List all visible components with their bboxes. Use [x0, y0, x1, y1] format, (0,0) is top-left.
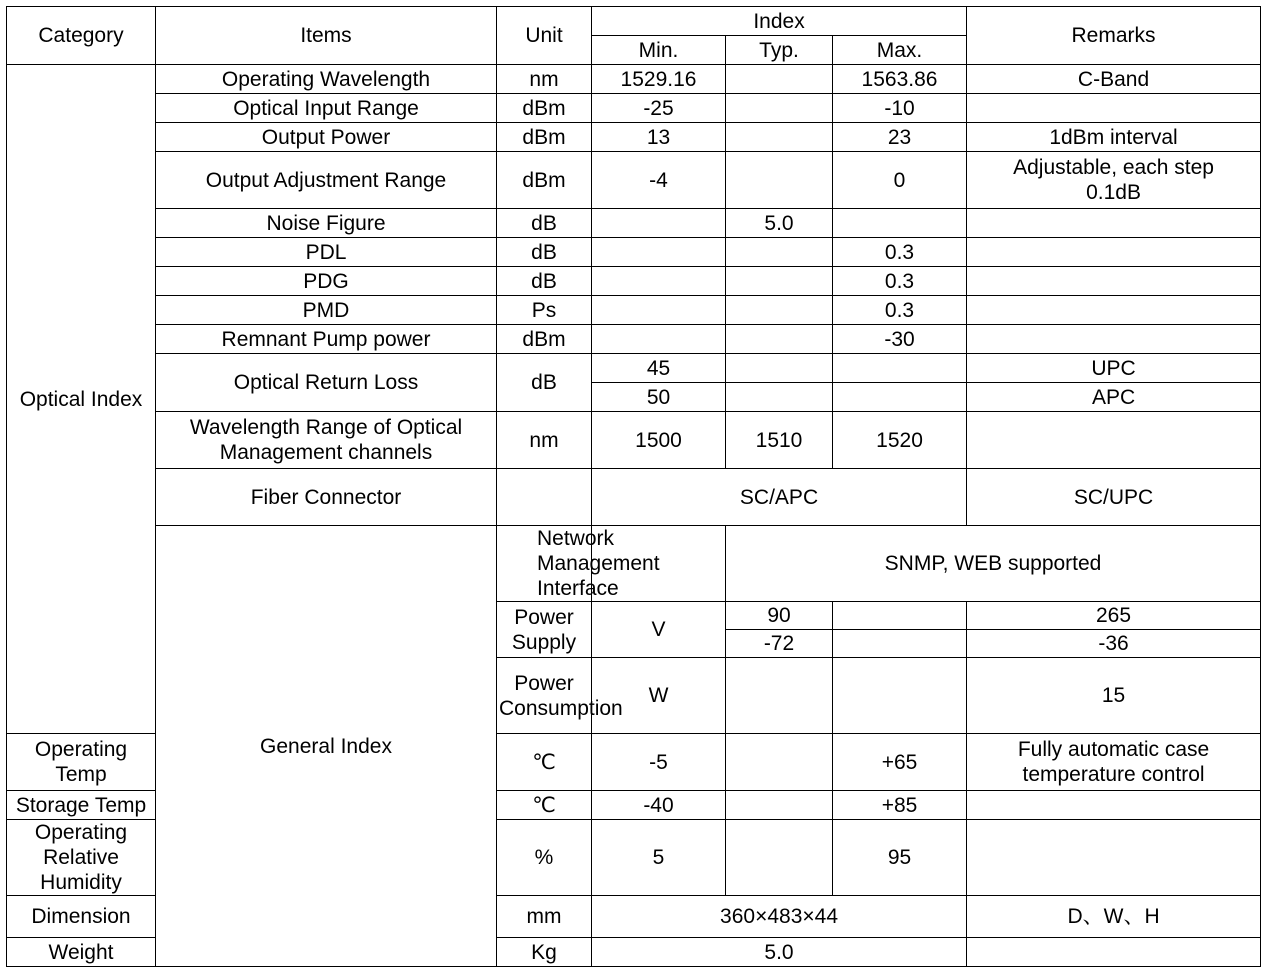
max-cell: -30: [833, 325, 967, 354]
category-general: General Index: [156, 526, 497, 967]
header-index: Index: [592, 7, 967, 36]
unit-cell: dB: [497, 267, 592, 296]
unit-cell: W: [592, 658, 726, 734]
item-cell: Noise Figure: [156, 209, 497, 238]
item-cell: Remnant Pump power: [156, 325, 497, 354]
item-cell: Output Power: [156, 123, 497, 152]
remarks-cell: SC/UPC: [967, 469, 1261, 526]
header-category: Category: [7, 7, 156, 65]
typ-cell: [726, 325, 833, 354]
min-cell: -40: [592, 791, 726, 820]
item-cell: PDL: [156, 238, 497, 267]
typ-cell: [726, 267, 833, 296]
header-row: [7, 7, 1261, 36]
remarks-cell: D、W、H: [967, 896, 1261, 938]
max-cell: 265: [967, 602, 1261, 630]
max-cell: 95: [833, 820, 967, 896]
item-cell: PMD: [156, 296, 497, 325]
unit-cell: dB: [497, 354, 592, 412]
header-typ: Typ.: [726, 36, 833, 65]
header-remarks: Remarks: [967, 7, 1261, 65]
min-cell: -5: [592, 734, 726, 791]
header-max: Max.: [833, 36, 967, 65]
remarks-cell: [967, 296, 1261, 325]
remarks-cell: [967, 94, 1261, 123]
unit-cell: dBm: [497, 123, 592, 152]
min-cell: -25: [592, 94, 726, 123]
table-row: [7, 94, 1261, 123]
item-cell: Operating Wavelength: [156, 65, 497, 94]
typ-cell: [726, 238, 833, 267]
item-cell: Optical Return Loss: [156, 354, 497, 412]
table-row: [7, 209, 1261, 238]
max-cell: +85: [833, 791, 967, 820]
item-cell: Power Supply: [497, 602, 592, 658]
unit-cell: mm: [497, 896, 592, 938]
unit-cell: dBm: [497, 94, 592, 123]
remarks-cell: 1dBm interval: [967, 123, 1261, 152]
min-cell: 1529.16: [592, 65, 726, 94]
typ-cell: [726, 123, 833, 152]
item-cell: Storage Temp: [7, 791, 156, 820]
max-cell: -10: [833, 94, 967, 123]
remarks-cell: [967, 267, 1261, 296]
typ-cell: [833, 630, 967, 658]
typ-cell: [726, 383, 833, 412]
unit-cell: %: [497, 820, 592, 896]
max-cell: 0: [833, 152, 967, 209]
max-cell: [833, 209, 967, 238]
unit-cell: V: [592, 602, 726, 658]
item-cell: Power Consumption: [497, 658, 592, 734]
remarks-cell: C-Band: [967, 65, 1261, 94]
max-cell: [833, 354, 967, 383]
unit-cell: Kg: [497, 938, 592, 967]
spec-table: [6, 6, 1261, 967]
min-cell: [592, 325, 726, 354]
typ-cell: [833, 602, 967, 630]
min-cell: [592, 296, 726, 325]
item-cell: PDG: [156, 267, 497, 296]
min-cell: 90: [726, 602, 833, 630]
header-unit: Unit: [497, 7, 592, 65]
item-cell: Wavelength Range of Optical Management channels: [156, 412, 497, 469]
max-cell: +65: [833, 734, 967, 791]
category-optical: Optical Index: [7, 65, 156, 734]
unit-cell: dB: [497, 238, 592, 267]
remarks-cell: [967, 238, 1261, 267]
min-cell: [726, 658, 833, 734]
item-cell: Weight: [7, 938, 156, 967]
remarks-cell: [967, 820, 1261, 896]
min-cell: [592, 238, 726, 267]
min-cell: [592, 209, 726, 238]
max-cell: -36: [967, 630, 1261, 658]
header-items: Items: [156, 7, 497, 65]
unit-cell: ℃: [497, 734, 592, 791]
min-cell: -72: [726, 630, 833, 658]
table-row: [7, 469, 1261, 526]
table-row: [7, 152, 1261, 209]
table-row: [7, 354, 1261, 383]
min-cell: [592, 267, 726, 296]
remarks-cell: [967, 412, 1261, 469]
value-cell: SNMP, WEB supported: [726, 526, 1261, 602]
min-cell: 45: [592, 354, 726, 383]
unit-cell: dB: [497, 209, 592, 238]
table-row: [7, 65, 1261, 94]
unit-cell: dBm: [497, 325, 592, 354]
item-cell: Fiber Connector: [156, 469, 497, 526]
min-cell: 50: [592, 383, 726, 412]
typ-cell: [726, 791, 833, 820]
unit-cell: ℃: [497, 791, 592, 820]
min-cell: -4: [592, 152, 726, 209]
typ-cell: [833, 658, 967, 734]
table-row: [7, 325, 1261, 354]
table-row: [7, 296, 1261, 325]
typ-cell: [726, 734, 833, 791]
max-cell: 1563.86: [833, 65, 967, 94]
item-cell: Operating Relative Humidity: [7, 820, 156, 896]
item-cell: Operating Temp: [7, 734, 156, 791]
typ-cell: [726, 65, 833, 94]
remarks-cell: Fully automatic case temperature control: [967, 734, 1261, 791]
value-cell: 5.0: [592, 938, 967, 967]
max-cell: 1520: [833, 412, 967, 469]
unit-cell: [497, 469, 592, 526]
unit-cell: Ps: [497, 296, 592, 325]
table-row: [7, 412, 1261, 469]
remarks-cell: [967, 938, 1261, 967]
remarks-cell: [967, 325, 1261, 354]
item-cell: Optical Input Range: [156, 94, 497, 123]
item-cell: Output Adjustment Range: [156, 152, 497, 209]
max-cell: 0.3: [833, 296, 967, 325]
remarks-cell: UPC: [967, 354, 1261, 383]
typ-cell: [726, 152, 833, 209]
unit-cell: dBm: [497, 152, 592, 209]
min-cell: 13: [592, 123, 726, 152]
max-cell: 0.3: [833, 267, 967, 296]
typ-cell: [726, 296, 833, 325]
remarks-cell: [967, 791, 1261, 820]
unit-cell: nm: [497, 412, 592, 469]
item-cell: Dimension: [7, 896, 156, 938]
typ-cell: [726, 354, 833, 383]
remarks-cell: APC: [967, 383, 1261, 412]
min-cell: 1500: [592, 412, 726, 469]
max-cell: 15: [967, 658, 1261, 734]
table-row: [7, 123, 1261, 152]
typ-cell: 5.0: [726, 209, 833, 238]
min-cell: 5: [592, 820, 726, 896]
typ-cell: [726, 820, 833, 896]
table-row: [7, 267, 1261, 296]
max-cell: [833, 383, 967, 412]
table-row: [7, 238, 1261, 267]
header-min: Min.: [592, 36, 726, 65]
max-cell: 0.3: [833, 238, 967, 267]
max-cell: 23: [833, 123, 967, 152]
value-cell: SC/APC: [592, 469, 967, 526]
typ-cell: [726, 94, 833, 123]
remarks-cell: Adjustable, each step 0.1dB: [967, 152, 1261, 209]
value-cell: 360×483×44: [592, 896, 967, 938]
unit-cell: nm: [497, 65, 592, 94]
remarks-cell: [967, 209, 1261, 238]
typ-cell: 1510: [726, 412, 833, 469]
item-cell: Network Management Interface: [497, 526, 592, 602]
table-row: [7, 526, 1261, 602]
